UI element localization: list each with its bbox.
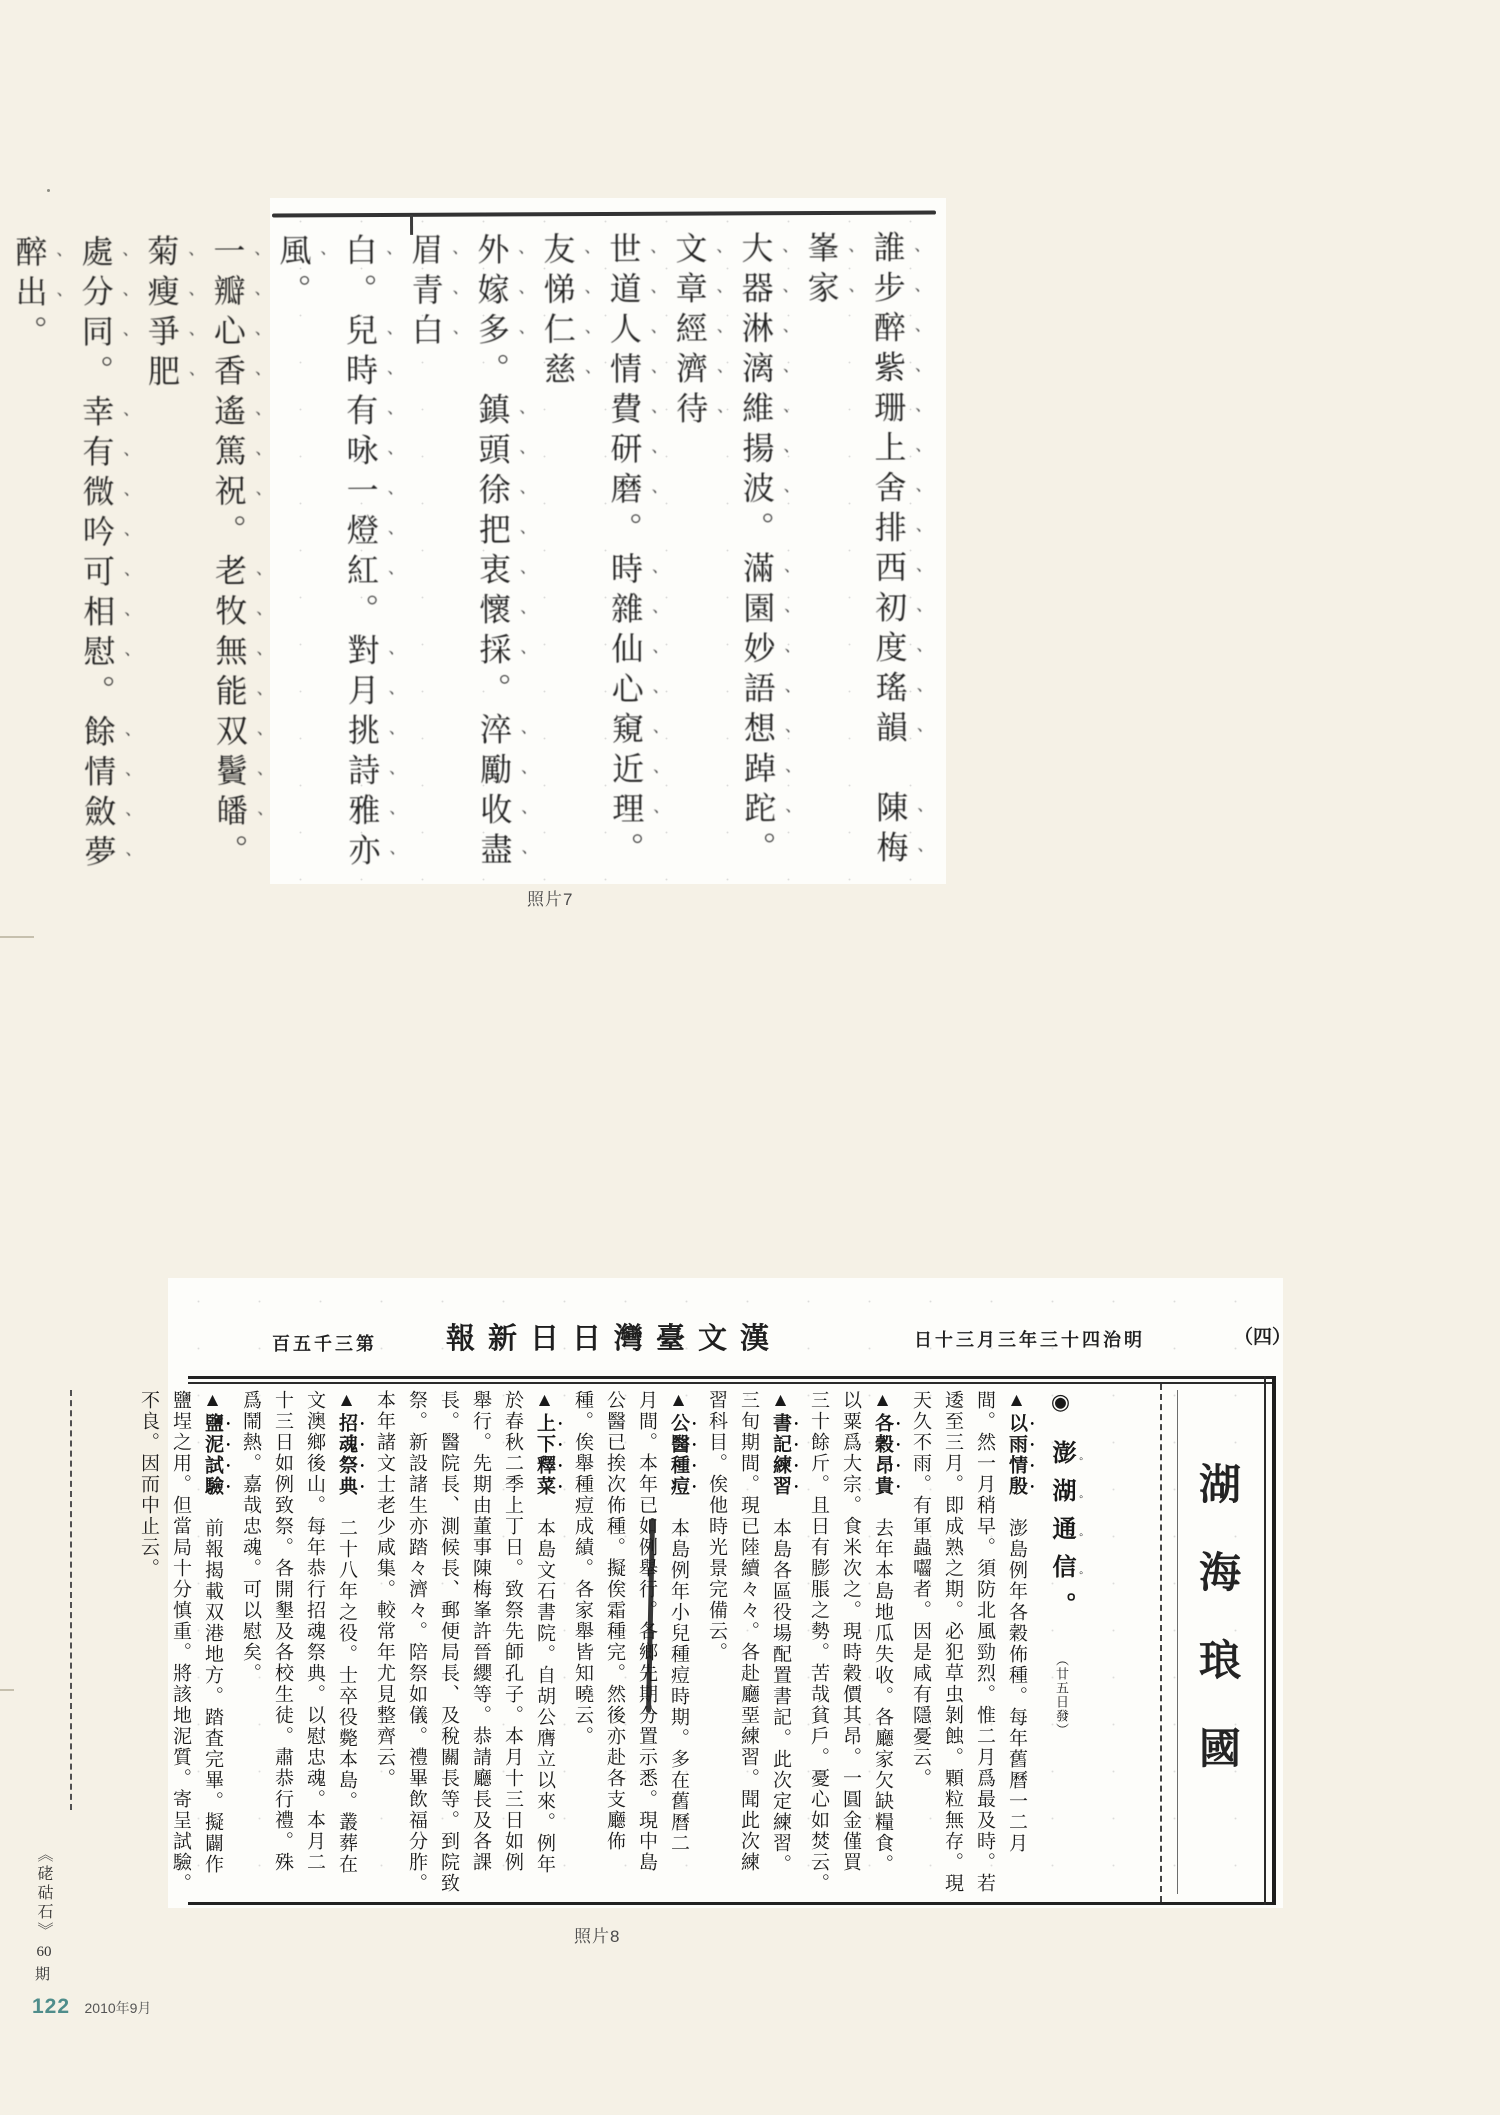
dateline-column [1038,1390,1152,1900]
article-body-column: 長。醫院長、測候長、郵便局長、及稅關長等。到院致 [438,1390,459,1894]
journal-issue-number: 60 [36,1944,52,1960]
article-body-column: 於春秋二季上丁日。致祭先師孔子。本月十三日如例 [502,1390,523,1873]
article-headline-column: ▲書記練習 本島各區役場配置書記。此次定練習。 [770,1390,791,1875]
article-body-column: 公醫已挨次佈種。擬俟霜種完。然後亦赴各支廳佈 [604,1390,625,1852]
photo7-caption: 照片7 [527,890,574,909]
photo7-columns [11,230,931,881]
article-body-column: 爲鬧熱。嘉哉忠魂。可以慰矣。 [240,1390,261,1684]
article-body-column: 天久不雨。有軍蟲囓者。因是咸有隱憂云。 [910,1390,931,1789]
article-body-column: 不良。因而中止云。 [138,1390,159,1579]
photo8-columns [138,1390,1152,1900]
article-body-column: 習科目。俟他時光景完備云。 [706,1390,727,1663]
newspaper-bottom-rule [188,1902,1276,1905]
photo7-top-rule [272,211,936,218]
scan-artifact-line [0,1689,14,1691]
article-body-column: 月間。本年已如例舉行。各鄉先期分置示悉。現中島 [636,1390,657,1873]
scan-speck [47,189,50,192]
article-headline: 鹽泥試驗 [202,1413,223,1497]
journal-issue-unit: 期 [35,1967,51,1983]
newspaper-date: 日十三月三年三十四治明 [914,1330,1145,1350]
photo7-scan [11,198,946,884]
photo7-column: 誰步醉紫珊上舍排西初度瑤韻 陳梅峯家 [803,230,909,871]
newspaper-section-title: 湖海琅國 [1193,1462,1239,1814]
article-headline: 公醫種痘 [668,1413,689,1497]
dateline-title: 澎湖通信。 [1048,1440,1074,1630]
article-body-column: 舉行。先期由董事陳梅峯許晉纓等。恭請廳長及各課 [470,1390,491,1873]
newspaper-right-frame [1264,1376,1276,1905]
article-body-column: 種。俟舉種痘成績。各家舉皆知曉云。 [572,1390,593,1747]
article-headline: 招魂祭典 [336,1413,357,1497]
article-headline-column: ▲以雨情殷 澎島例年各穀佈種。每年舊曆一二月 [1006,1390,1027,1854]
article-headline: 上下釋菜 [534,1413,555,1497]
newspaper-section-box [1160,1384,1264,1902]
article-body-column: 以粟爲大宗。食米次之。現時穀價其昂。一圓金僅買 [840,1390,861,1873]
article-body-column: 三十餘斤。且日有膨脹之勢。苦哉貧戶。憂心如焚云。 [808,1390,829,1894]
article-body-column: 間。然一月稍早。須防北風勁烈。惟二月爲最及時。若 [974,1390,995,1894]
article-body-column: 鹽埕之用。但當局十分慎重。將該地泥質。寄呈試驗。 [170,1390,191,1894]
photo7-column: 一瓣心香遙篤祝。老牧無能双鬢皤。菊瘦爭肥 [143,233,249,875]
scan-artifact-line [0,936,34,938]
folio-page-number: 122 [32,1995,71,2018]
section-box-inner-rule [1177,1390,1178,1894]
article-body-column: 文澳鄉後山。每年恭行招魂祭典。以慰忠魂。本月二 [304,1390,325,1873]
article-headline: 書記練習 [770,1413,791,1497]
newspaper-masthead: 報新日日灣臺文漢 [446,1323,783,1355]
page-footer [32,1995,151,2019]
journal-title-vertical: 《硓𥑮石》 [35,1846,52,1941]
article-headline: 各穀昂貴 [872,1413,893,1497]
article-headline-column: ▲各穀昂貴 去年本島地瓜失收。各廳家欠缺糧食。 [872,1390,893,1875]
article-body-column: 本年諸文士老少咸集。較常年尤見整齊云。 [374,1390,395,1789]
publication-date: 2010年9月 [84,2000,152,2016]
article-end-divider [70,1390,72,1810]
dateline-note: （廿五日發） [1054,1653,1069,1737]
photo7-column: 處分同。幸有微吟可相慰。餘情斂夢醉出。 [11,234,117,875]
photo7-column: 外嫁多。鎮頭徐把衷懷採。淬勵收盡眉青白 [407,232,513,873]
photo8-caption: 照片8 [574,1927,621,1946]
article-headline-column: ▲鹽泥試驗 前報揭載双港地方。踏査完畢。擬闢作 [202,1390,223,1875]
newspaper-top-rule [188,1376,1276,1384]
article-headline-column: ▲上下釋菜 本島文石書院。自胡公膺立以來。例年 [534,1390,555,1875]
article-body-column: 逶至三月。即成熟之期。必犯草虫剝蝕。顆粒無存。現 [942,1390,963,1894]
article-headline-column: ▲招魂祭典 二十八年之役。士卒役斃本島。叢葬在 [336,1390,357,1875]
article-body-column: 祭。新設諸生亦踏々濟々。陪祭如儀。禮畢飲福分胙。 [406,1390,427,1894]
photo7-column: 世道人情費研磨。時雜仙心窺近理。友悌仁慈 [539,231,645,872]
article-body-column: 十三日如例致祭。各開墾及各校生徒。肅恭行禮。殊 [272,1390,293,1873]
photo7-column: 白。兒時有咏一燈紅。對月挑詩雅亦風。 [275,233,381,874]
article-headline-column: ▲公醫種痘 本島例年小兒種痘時期。多在舊曆二 [668,1390,689,1854]
article-body-column: 三旬期間。現已陸續々々。各赴廳堊練習。聞此次練 [738,1390,759,1873]
dateline-bullet-icon: ◉ [1049,1390,1074,1417]
photo8-scan [138,1278,1292,1908]
article-headline: 以雨情殷 [1006,1413,1027,1497]
photo7-column: 大器淋漓維揚波。滿園妙語想踔跎。文章經濟待 [671,231,777,872]
newspaper-issue-number: 百五千三第 [272,1334,377,1354]
newspaper-page-number: （四） [1234,1327,1292,1348]
